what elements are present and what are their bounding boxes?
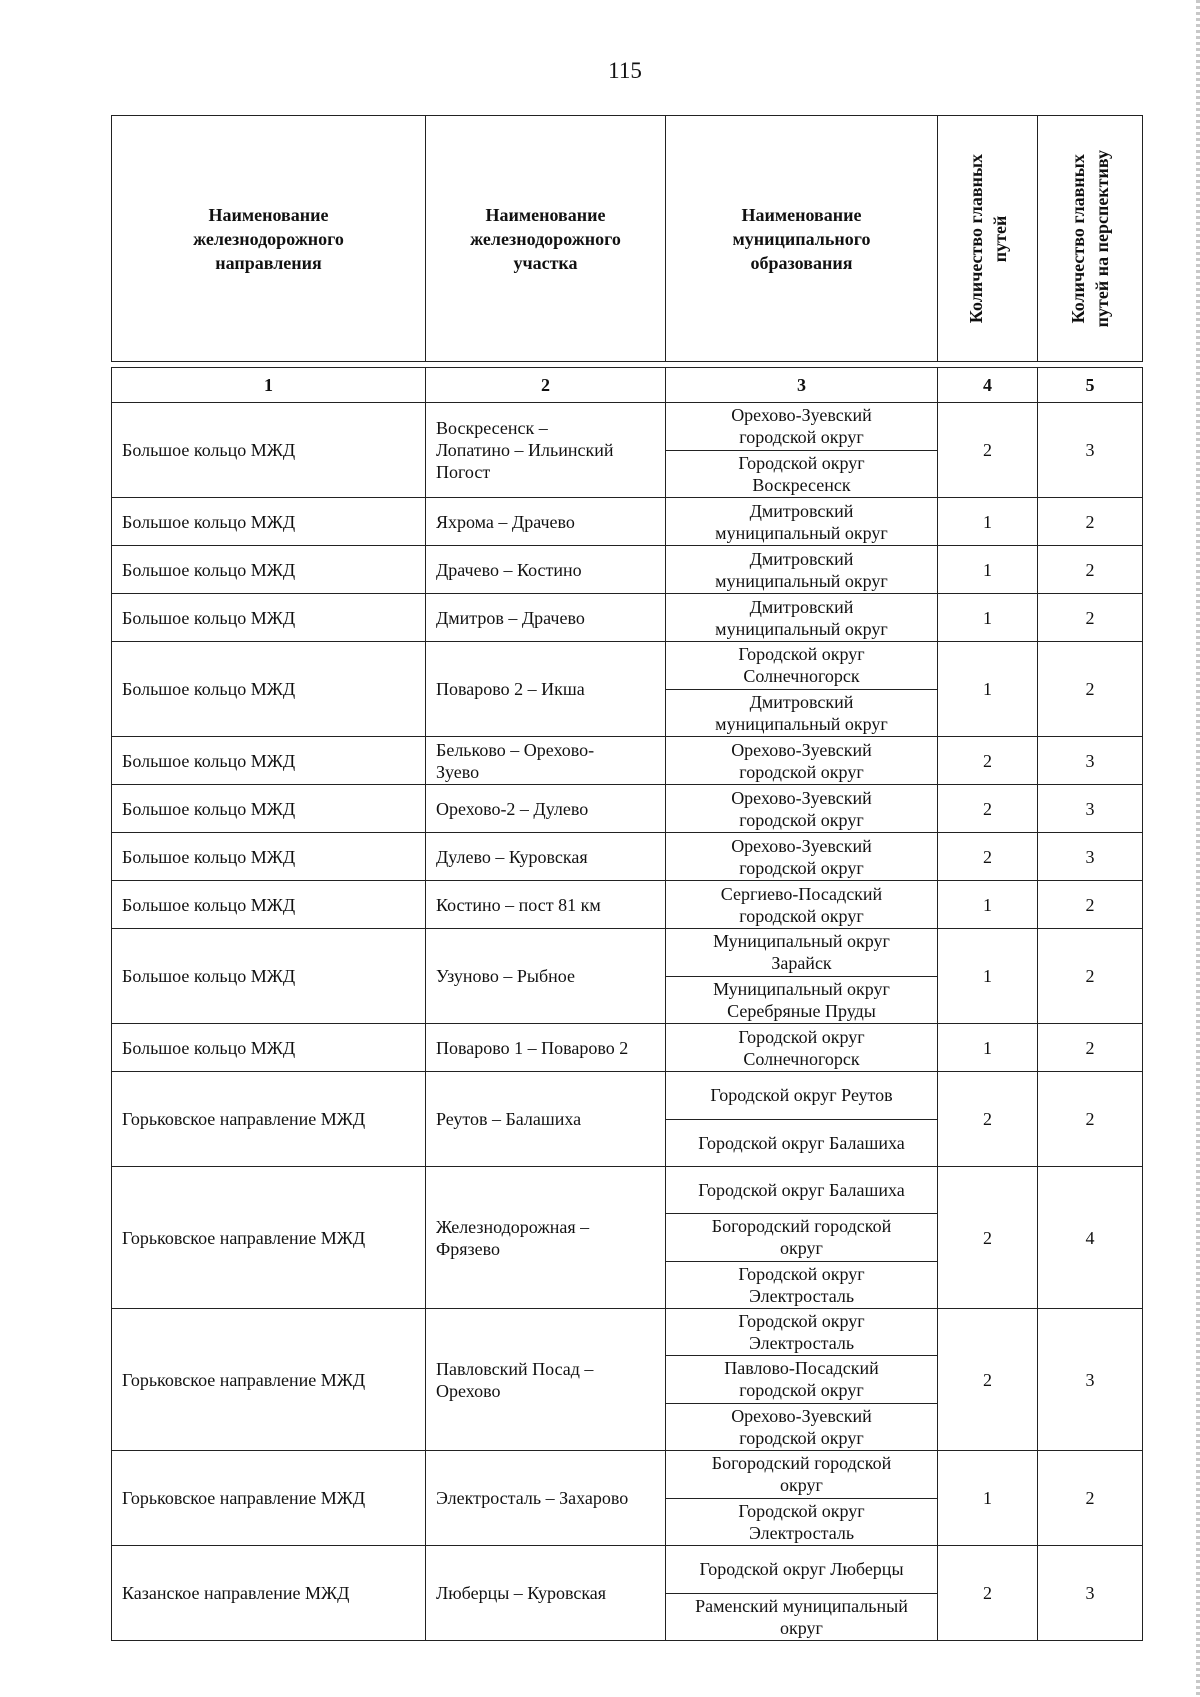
- cell-tracks-future: 2: [1038, 498, 1143, 546]
- cell-tracks: 1: [938, 498, 1038, 546]
- column-number: 2: [426, 368, 666, 403]
- cell-municipalities: [666, 403, 938, 498]
- cell-tracks: 2: [938, 1167, 1038, 1309]
- cell-section: Реутов – Балашиха: [426, 1072, 666, 1167]
- cell-tracks-future: 3: [1038, 833, 1143, 881]
- column-number: 3: [666, 368, 938, 403]
- cell-tracks: 1: [938, 594, 1038, 642]
- cell-section: Поварово 2 – Икша: [426, 642, 666, 737]
- cell-tracks: 2: [938, 1072, 1038, 1167]
- municipality-item: Дмитровский муниципальный округ: [715, 596, 888, 639]
- table-row: [112, 642, 1143, 737]
- cell-municipalities: [666, 1309, 938, 1451]
- cell-tracks-future: 2: [1038, 929, 1143, 1024]
- cell-tracks: 2: [938, 785, 1038, 833]
- table-row: [112, 1451, 1143, 1546]
- column-number: 1: [112, 368, 426, 403]
- municipality-item: Раменский муниципальный округ: [666, 1593, 937, 1641]
- cell-section: Электросталь – Захарово: [426, 1451, 666, 1546]
- cell-tracks: 2: [938, 737, 1038, 785]
- cell-municipalities: [666, 1024, 938, 1072]
- cell-direction: Большое кольцо МЖД: [112, 833, 426, 881]
- cell-direction: Большое кольцо МЖД: [112, 403, 426, 498]
- cell-tracks: 1: [938, 1024, 1038, 1072]
- cell-section: Костино – пост 81 км: [426, 881, 666, 929]
- municipality-item: Павлово-Посадский городской округ: [666, 1355, 937, 1402]
- table-row: [112, 833, 1143, 881]
- cell-direction: Большое кольцо МЖД: [112, 737, 426, 785]
- cell-tracks-future: 2: [1038, 1072, 1143, 1167]
- table-row: [112, 1309, 1143, 1451]
- cell-municipalities: [666, 737, 938, 785]
- header-section: Наименование железнодорожного участка: [426, 116, 666, 362]
- cell-section: Дулево – Куровская: [426, 833, 666, 881]
- header-tracks-future: Количество главных путей на перспективу: [1038, 116, 1143, 362]
- cell-tracks-future: 2: [1038, 881, 1143, 929]
- column-number: 5: [1038, 368, 1143, 403]
- cell-tracks: 1: [938, 546, 1038, 594]
- table-row: [112, 403, 1143, 498]
- cell-direction: Большое кольцо МЖД: [112, 1024, 426, 1072]
- municipality-item: Городской округ Солнечногорск: [738, 1026, 865, 1069]
- cell-municipalities: [666, 1072, 938, 1167]
- cell-municipalities: [666, 498, 938, 546]
- cell-direction: Горьковское направление МЖД: [112, 1309, 426, 1451]
- cell-municipalities: [666, 833, 938, 881]
- cell-tracks-future: 2: [1038, 642, 1143, 737]
- table-row: [112, 1546, 1143, 1641]
- cell-section: Воскресенск – Лопатино – Ильинский Погост: [426, 403, 666, 498]
- cell-tracks: 1: [938, 642, 1038, 737]
- cell-tracks-future: 2: [1038, 594, 1143, 642]
- municipality-item: Муниципальный округ Серебряные Пруды: [666, 976, 937, 1024]
- municipality-item: Орехово-Зуевский городской округ: [666, 1403, 937, 1450]
- cell-direction: Большое кольцо МЖД: [112, 881, 426, 929]
- column-number: 4: [938, 368, 1038, 403]
- cell-tracks-future: 3: [1038, 1309, 1143, 1451]
- cell-tracks: 1: [938, 929, 1038, 1024]
- cell-municipalities: [666, 546, 938, 594]
- cell-section: Узуново – Рыбное: [426, 929, 666, 1024]
- table-row: [112, 785, 1143, 833]
- municipality-item: Богородский городской округ: [666, 1213, 937, 1260]
- table-row: [112, 498, 1143, 546]
- cell-section: Павловский Посад – Орехово: [426, 1309, 666, 1451]
- cell-section: Люберцы – Куровская: [426, 1546, 666, 1641]
- municipality-item: Орехово-Зуевский городской округ: [731, 739, 872, 782]
- table-row: [112, 881, 1143, 929]
- table-body: [111, 367, 1143, 1641]
- cell-tracks: 1: [938, 881, 1038, 929]
- table-row: [112, 737, 1143, 785]
- header-municipality: Наименование муниципального образования: [666, 116, 938, 362]
- municipality-item: Городской округ Балашиха: [698, 1180, 905, 1201]
- cell-direction: Большое кольцо МЖД: [112, 785, 426, 833]
- cell-tracks: 2: [938, 1546, 1038, 1641]
- municipality-item: Городской округ Электросталь: [666, 1261, 937, 1308]
- cell-section: Дмитров – Драчево: [426, 594, 666, 642]
- cell-direction: Большое кольцо МЖД: [112, 546, 426, 594]
- cell-section: Яхрома – Драчево: [426, 498, 666, 546]
- cell-direction: Большое кольцо МЖД: [112, 594, 426, 642]
- table-row: [112, 1024, 1143, 1072]
- municipality-item: Городской округ Воскресенск: [666, 450, 937, 498]
- municipality-item: Орехово-Зуевский городской округ: [731, 835, 872, 878]
- municipality-item: Городской округ Солнечногорск: [738, 644, 865, 687]
- table-row: [112, 546, 1143, 594]
- table-row: [112, 1072, 1143, 1167]
- cell-municipalities: [666, 1546, 938, 1641]
- cell-tracks-future: 2: [1038, 1024, 1143, 1072]
- header-tracks: Количество главных путей: [938, 116, 1038, 362]
- header-direction: Наименование железнодорожного направления: [112, 116, 426, 362]
- cell-direction: Горьковское направление МЖД: [112, 1072, 426, 1167]
- cell-section: Железнодорожная – Фрязево: [426, 1167, 666, 1309]
- municipality-item: Дмитровский муниципальный округ: [666, 689, 937, 737]
- cell-tracks: 2: [938, 833, 1038, 881]
- cell-tracks-future: 2: [1038, 546, 1143, 594]
- cell-municipalities: [666, 929, 938, 1024]
- municipality-item: Городской округ Электросталь: [738, 1311, 865, 1354]
- municipality-item: Богородский городской округ: [711, 1453, 892, 1496]
- table-row: [112, 594, 1143, 642]
- cell-direction: Большое кольцо МЖД: [112, 642, 426, 737]
- cell-tracks: 2: [938, 403, 1038, 498]
- cell-municipalities: [666, 642, 938, 737]
- cell-section: Бельково – Орехово- Зуево: [426, 737, 666, 785]
- municipality-item: Городской округ Электросталь: [666, 1498, 937, 1546]
- municipality-item: Городской округ Балашиха: [666, 1119, 937, 1167]
- cell-municipalities: [666, 594, 938, 642]
- cell-direction: Казанское направление МЖД: [112, 1546, 426, 1641]
- table-row: [112, 929, 1143, 1024]
- table-row: [112, 1167, 1143, 1309]
- cell-direction: Горьковское направление МЖД: [112, 1451, 426, 1546]
- municipality-item: Дмитровский муниципальный округ: [715, 548, 888, 591]
- municipality-item: Дмитровский муниципальный округ: [715, 500, 888, 543]
- municipality-item: Городской округ Люберцы: [699, 1559, 904, 1580]
- municipality-item: Городской округ Реутов: [710, 1085, 893, 1106]
- cell-section: Драчево – Костино: [426, 546, 666, 594]
- municipality-item: Сергиево-Посадский городской округ: [720, 883, 883, 926]
- cell-municipalities: [666, 1167, 938, 1309]
- table-header: [111, 115, 1143, 362]
- cell-section: Орехово-2 – Дулево: [426, 785, 666, 833]
- cell-municipalities: [666, 881, 938, 929]
- cell-tracks-future: 4: [1038, 1167, 1143, 1309]
- cell-tracks-future: 3: [1038, 737, 1143, 785]
- cell-section: Поварово 1 – Поварово 2: [426, 1024, 666, 1072]
- cell-municipalities: [666, 785, 938, 833]
- cell-tracks-future: 3: [1038, 403, 1143, 498]
- municipality-item: Орехово-Зуевский городской округ: [731, 787, 872, 830]
- cell-direction: Большое кольцо МЖД: [112, 498, 426, 546]
- cell-tracks-future: 3: [1038, 1546, 1143, 1641]
- cell-tracks: 1: [938, 1451, 1038, 1546]
- cell-direction: Горьковское направление МЖД: [112, 1167, 426, 1309]
- column-number-row: [112, 368, 1143, 403]
- municipality-item: Муниципальный округ Зарайск: [713, 931, 890, 974]
- page-number: 115: [608, 58, 642, 83]
- cell-municipalities: [666, 1451, 938, 1546]
- cell-tracks-future: 2: [1038, 1451, 1143, 1546]
- scan-edge-decoration: [1196, 0, 1200, 1697]
- cell-tracks-future: 3: [1038, 785, 1143, 833]
- municipality-item: Орехово-Зуевский городской округ: [731, 405, 872, 448]
- cell-direction: Большое кольцо МЖД: [112, 929, 426, 1024]
- cell-tracks: 2: [938, 1309, 1038, 1451]
